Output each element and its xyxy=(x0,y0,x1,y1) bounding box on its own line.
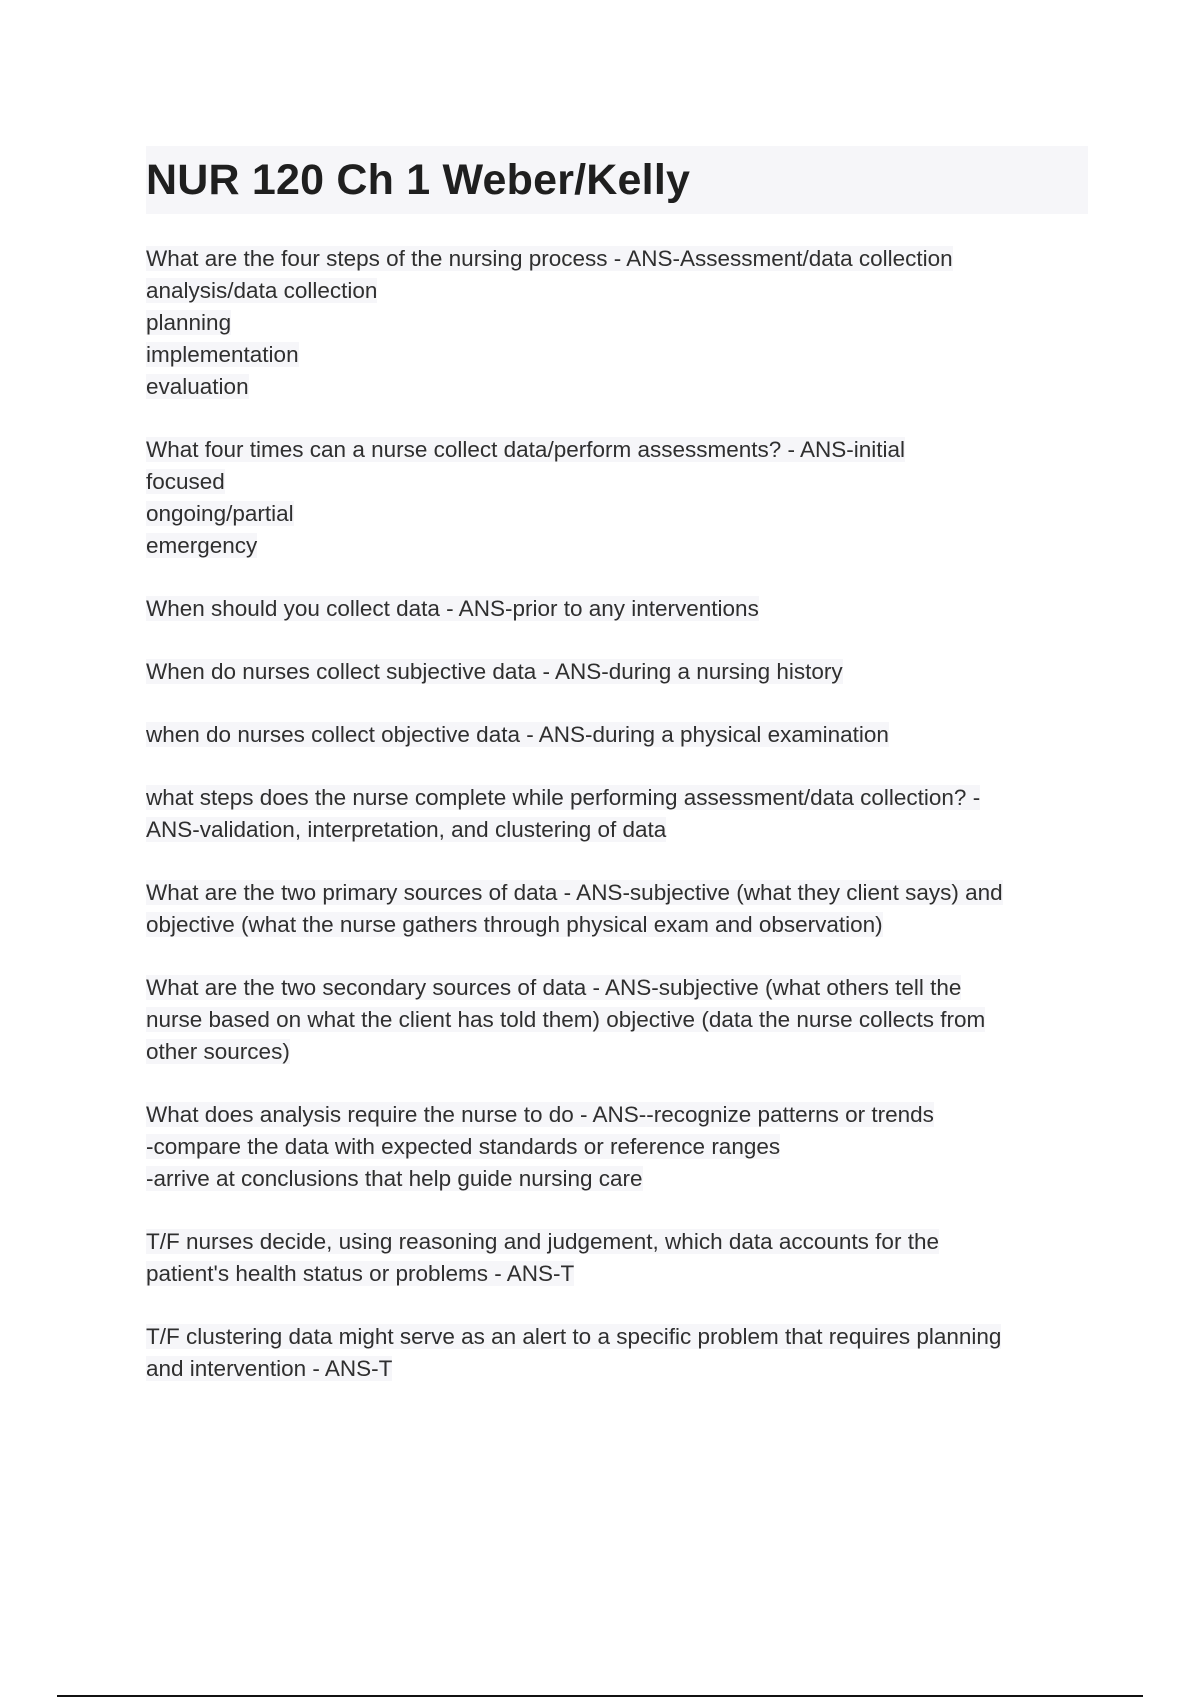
line-text: What are the two primary sources of data - ANS-subjective (what they client says) and xyxy=(146,880,1003,905)
line-text: what steps does the nurse complete while performing assessment/data collection? - xyxy=(146,785,981,810)
question-line xyxy=(146,1099,1088,1131)
qa-item xyxy=(146,243,1088,403)
line-text: T/F nurses decide, using reasoning and judgement, which data accounts for the xyxy=(146,1229,939,1254)
line-text: T/F clustering data might serve as an alert to a specific problem that requires planning xyxy=(146,1324,1002,1349)
answer-line xyxy=(146,307,1088,339)
line-text: nurse based on what the client has told them) objective (data the nurse collects from xyxy=(146,1007,986,1032)
line-text: implementation xyxy=(146,342,299,367)
answer-line xyxy=(146,1036,1088,1068)
document-title: NUR 120 Ch 1 Weber/Kelly xyxy=(146,156,691,204)
answer-line xyxy=(146,909,1088,941)
qa-item xyxy=(146,434,1088,562)
answer-line xyxy=(146,1163,1088,1195)
line-text: objective (what the nurse gathers through physical exam and observation) xyxy=(146,912,883,937)
question-line xyxy=(146,1226,1088,1258)
answer-line xyxy=(146,498,1088,530)
answer-line xyxy=(146,1258,1088,1290)
line-text: when do nurses collect objective data - ANS-during a physical examination xyxy=(146,722,889,747)
line-text: ANS-validation, interpretation, and clustering of data xyxy=(146,817,667,842)
qa-item xyxy=(146,972,1088,1068)
qa-item xyxy=(146,1321,1088,1385)
answer-line xyxy=(146,814,1088,846)
line-text: evaluation xyxy=(146,374,249,399)
qa-item xyxy=(146,782,1088,846)
line-text: -arrive at conclusions that help guide nursing care xyxy=(146,1166,643,1191)
line-text: planning xyxy=(146,310,232,335)
line-text: When do nurses collect subjective data - ANS-during a nursing history xyxy=(146,659,843,684)
answer-line xyxy=(146,530,1088,562)
line-text: What does analysis require the nurse to do - ANS--recognize patterns or trends xyxy=(146,1102,934,1127)
question-line xyxy=(146,782,1088,814)
line-text: -compare the data with expected standards or reference ranges xyxy=(146,1134,781,1159)
line-text: emergency xyxy=(146,533,258,558)
line-text: patient's health status or problems - ANS-T xyxy=(146,1261,575,1286)
answer-line xyxy=(146,275,1088,307)
answer-line xyxy=(146,371,1088,403)
qa-item xyxy=(146,877,1088,941)
footer-rule xyxy=(57,1695,1143,1697)
question-line xyxy=(146,434,1088,466)
line-text: When should you collect data - ANS-prior to any interventions xyxy=(146,596,759,621)
answer-line xyxy=(146,466,1088,498)
qa-item xyxy=(146,1226,1088,1290)
answer-line xyxy=(146,1353,1088,1385)
line-text: What four times can a nurse collect data/perform assessments? - ANS-initial xyxy=(146,437,906,462)
qa-item xyxy=(146,656,1088,688)
line-text: focused xyxy=(146,469,225,494)
question-line xyxy=(146,1321,1088,1353)
answer-line xyxy=(146,339,1088,371)
question-line xyxy=(146,972,1088,1004)
answer-line xyxy=(146,1131,1088,1163)
qa-item xyxy=(146,719,1088,751)
qa-item xyxy=(146,593,1088,625)
qa-list xyxy=(146,243,1088,1416)
answer-line xyxy=(146,1004,1088,1036)
line-text: and intervention - ANS-T xyxy=(146,1356,393,1381)
question-line xyxy=(146,243,1088,275)
question-line xyxy=(146,877,1088,909)
qa-item xyxy=(146,1099,1088,1195)
question-line xyxy=(146,719,1088,751)
line-text: other sources) xyxy=(146,1039,290,1064)
line-text: What are the four steps of the nursing process - ANS-Assessment/data collection xyxy=(146,246,953,271)
line-text: ongoing/partial xyxy=(146,501,294,526)
question-line xyxy=(146,656,1088,688)
question-line xyxy=(146,593,1088,625)
line-text: What are the two secondary sources of data - ANS-subjective (what others tell the xyxy=(146,975,962,1000)
line-text: analysis/data collection xyxy=(146,278,378,303)
